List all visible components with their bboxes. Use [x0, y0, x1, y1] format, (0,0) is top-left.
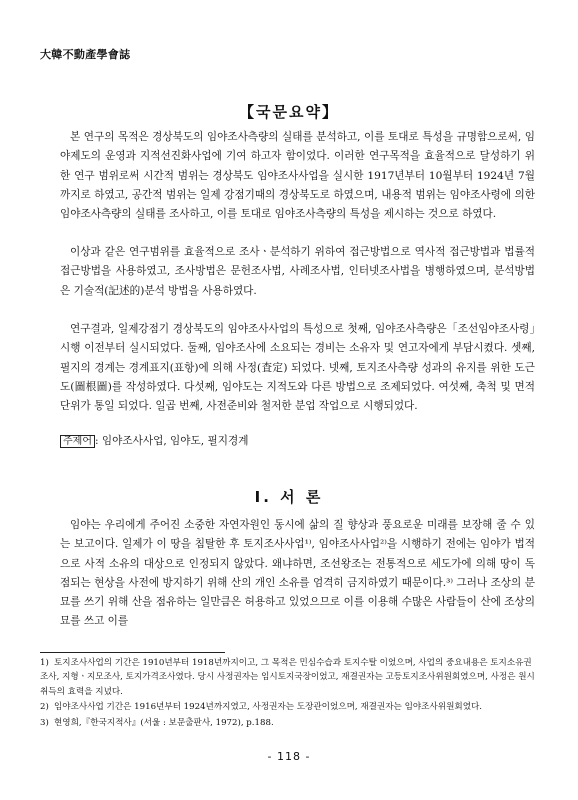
- keywords-line: [60, 432, 248, 451]
- keywords-label: 주제어: [60, 435, 95, 448]
- footnote-divider: [40, 652, 225, 653]
- journal-name: 大韓不動產學會誌: [40, 48, 131, 61]
- footnote-number: 3): [40, 718, 49, 728]
- abstract-title: 【국문요약】: [239, 103, 339, 121]
- page-number: - 118 -: [267, 750, 311, 763]
- footnote-2: [40, 700, 540, 714]
- intro-paragraph: 임야는 우리에게 주어진 소중한 자연자원인 동시에 삶의 질 향상과 풍요로운 미래를 보장해 줄 수 있는 보고이다. 일제가 이 땅을 침탈한 후 토지조사사업¹⁾, 임야조사사업²⁾을 시행하기 전에는 임야가 법적으로 사적 소유의 대상으로 인정되지 않았다. 왜냐하면, 조선왕조는 전통적으로 세도가에 의해 땅이 독점되는 현상을 사전에 방지하기 위해 산의 개인 소유를 엄격히 금지하였기 때문이다.³⁾ 그러나 조상의 분묘를 쓰기 위해 산을 점유하는 일만큼은 허용하고 있었으므로 이를 이용해 수많은 사람들이 산에 조상의 묘를 쓰고 이를: [60, 519, 535, 628]
- footnote-number: 2): [40, 702, 49, 712]
- abstract-paragraph-2: 이상과 같은 연구범위를 효율적으로 조사ㆍ분석하기 위하여 접근방법으로 역사적 접근방법과 법률적 접근방법을 사용하였고, 조사방법은 문헌조사법, 사례조사법, 인터넷조사법을 병행하였으며, 분석방법은 기술적(記述的)분석 방법을 사용하였다.: [60, 246, 535, 297]
- footnote-1: [40, 656, 540, 699]
- abstract-paragraph-3: 연구결과, 일제강점기 경상북도의 임야조사사업의 특성으로 첫째, 임야조사측량은「조선임야조사령」시행 이전부터 실시되었다. 둘째, 임야조사에 소요되는 경비는 소유자 및 연고자에게 부담시켰다. 셋째, 필지의 경계는 경계표지(표항)에 의해 사정(査定) 되었다. 넷째, 토지조사측량 성과의 유지를 위한 도근도(圖根圖)를 작성하였다. 다섯째, 임야도는 지적도와 다른 방법으로 조제되었다. 여섯째, 축척 및 면적단위가 통일 되었다. 일곱 번째, 사전준비와 철저한 분업 작업으로 시행되었다.: [60, 323, 535, 413]
- keywords-text: : 임야조사사업, 임야도, 필지경계: [94, 435, 249, 447]
- footnote-text: 현영희,『한국지적사』(서울 : 보문출판사, 1972), p.188.: [54, 718, 274, 728]
- abstract-paragraph-1: 본 연구의 목적은 경상북도의 임야조사측량의 실태를 분석하고, 이를 토대로 특성을 규명함으로써, 임야제도의 운영과 지적선진화사업에 기여 하고자 함이었다. 이러한 연구목적을 효율적으로 달성하기 위한 연구 범위로써 시간적 범위는 경상북도 임야조사사업을 실시한 1917년부터 10월부터 1924년 7월까지로 하였고, 공간적 범위는 일제 강점기때의 경상북도로 하였으며, 내용적 범위는 임야조사령에 의한 임야조사측량의 실태를 조사하고, 이를 토대로 임야조사측량의 특성을 제시하는 것으로 하였다.: [60, 131, 535, 221]
- footnote-text: 토지조사사업의 기간은 1910년부터 1918년까지이고, 그 목적은 민심수습과 토지수탈 이었으며, 사업의 중요내용은 토지소유권조사, 지형ㆍ지모조사, 토지가격조사였다. 당시 사정권자는 임시토지국장이었고, 재결권자는 고등토지조사위원회였으며, 사정은 원시취득의 효력을 지녔다.: [40, 658, 535, 697]
- footnote-number: 1): [40, 658, 49, 668]
- section-title: Ⅰ. 서 론: [254, 488, 324, 506]
- footnote-3: [40, 716, 540, 730]
- footnote-text: 임야조사사업 기간은 1916년부터 1924년까지였고, 사정권자는 도장관이었으며, 재결권자는 임야조사위원회였다.: [54, 702, 483, 712]
